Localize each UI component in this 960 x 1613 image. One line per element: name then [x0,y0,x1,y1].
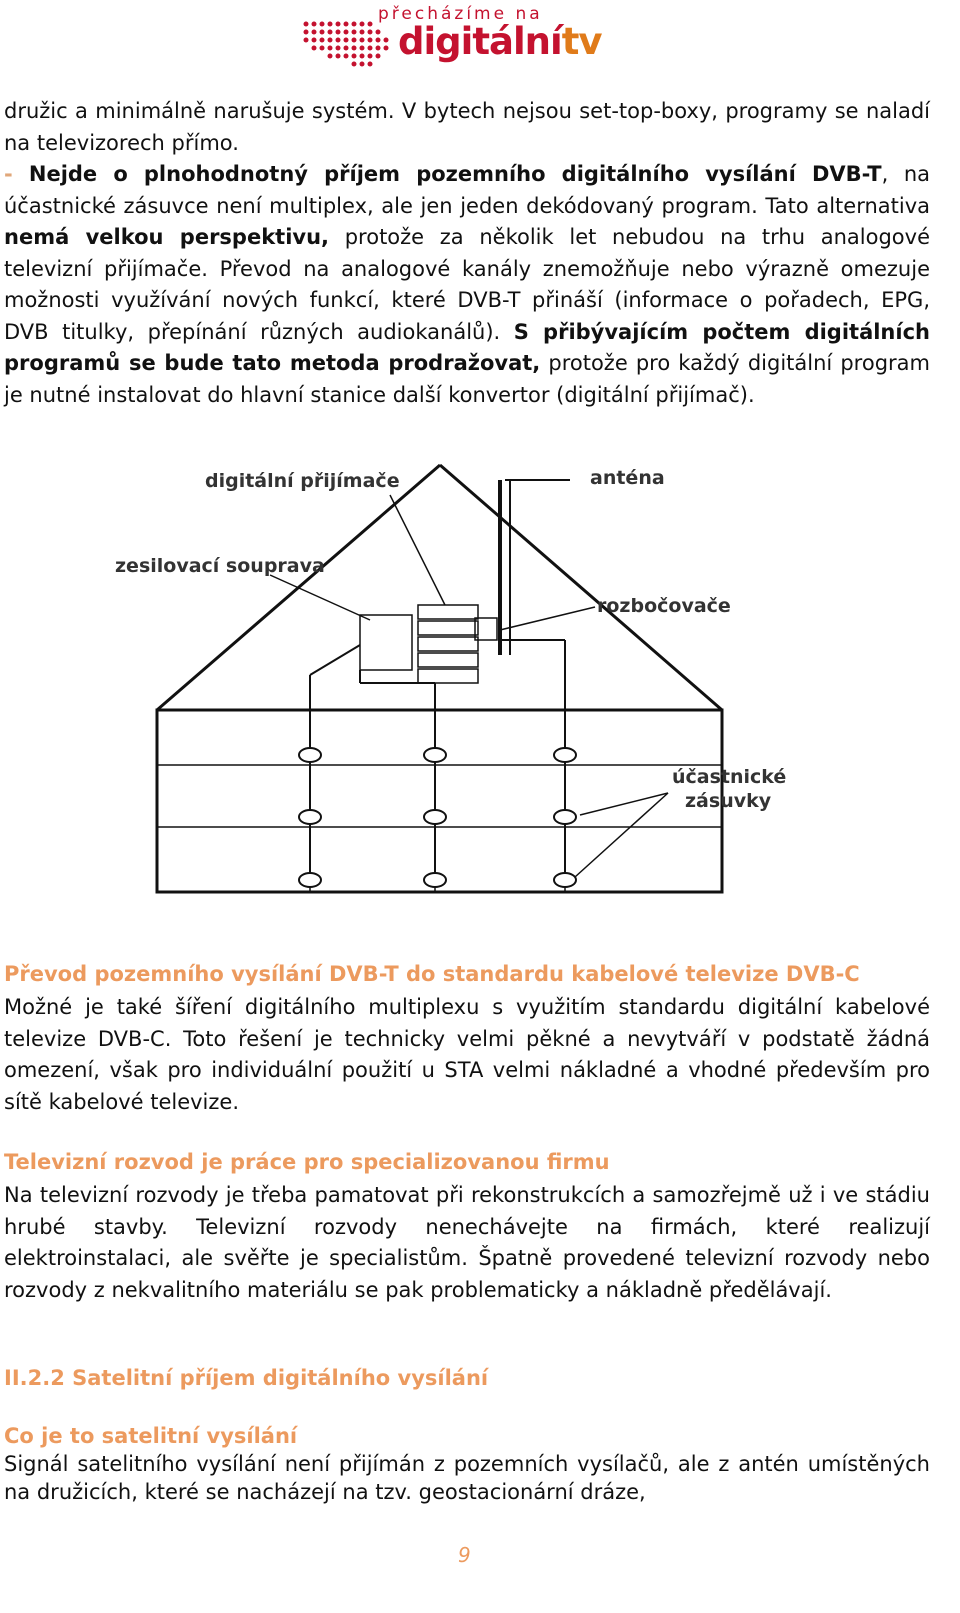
label-splitters: rozbočovače [597,595,731,617]
intro-text-4: protože pro každý digitální program je nutné instalovat do hlavní stanice další konvertor (digitální přijímač). [4,351,930,407]
intro-text-3: protože za několik let nebudou na trhu analogové televizní přijímače. Převod na analogové kanály znemožňuje nebo výrazně omezuje možnosti využívání nových funkcí, které DVB-T přináší (informace o pořadech, EPG, DVB titulky, přepínání různých audiokanálů). [4,225,930,344]
tv-distribution-diagram [100,455,860,905]
intro-bold-2: nemá velkou perspektivu, [4,225,330,249]
logo-brand [398,20,602,63]
intro-paragraph [4,96,930,411]
logo-tagline: přecházíme na [378,4,543,24]
logo-brand-main: digitální [398,20,562,63]
intro-text-2: , na účastnické zásuvce není multiplex, ale jen jeden dekódovaný program. Tato alternativa [4,162,930,218]
section-body-what-is: Signál satelitního vysílání není přijímán z pozemních vysílačů, ale z antén umístěných na družicích, které se nacházejí na tzv. geostacionární dráze, [4,1452,930,1504]
house-diagram-graphic [100,455,860,905]
section-heading-dvbc: Převod pozemního vysílání DVB-T do standardu kabelové televize DVB-C [4,962,860,986]
logo-dots-icon [300,18,400,74]
logo-brand-tv: tv [561,20,602,63]
intro-bold-1: Nejde o plnohodnotný příjem pozemního digitálního vysílání DVB-T [12,162,882,186]
page-number: 9 [458,1543,471,1567]
intro-text-1: družic a minimálně narušuje systém. V bytech nejsou set-top-boxy, programy se naladí na televizorech přímo. [4,99,930,155]
label-sockets-2: zásuvky [685,790,772,812]
section-heading-what-is: Co je to satelitní vysílání [4,1424,298,1448]
intro-bold-3: S přibývajícím počtem digitálních programů se bude tato metoda prodražovat, [4,319,930,375]
logo [300,4,600,74]
label-amplifier: zesilovací souprava [115,555,325,577]
section-heading-specialist: Televizní rozvod je práce pro specializovanou firmu [4,1150,610,1174]
label-sockets-1: účastnické [672,766,787,788]
label-receivers: digitální přijímače [205,470,400,492]
section-heading-satellite: II.2.2 Satelitní příjem digitálního vysílání [4,1366,489,1390]
dash-bullet: - [4,162,13,186]
section-body-specialist: Na televizní rozvody je třeba pamatovat při rekonstrukcích a samozřejmě už i ve stádiu hrubé stavby. Televizní rozvody nenechávejte na firmách, které realizují elektroinstalaci, ale svěřte je specialistům. Špatně provedené televizní rozvody nebo rozvody z nekvalitního materiálu se pak problematicky a nákladně předělávají. [4,1183,930,1302]
section-body-dvbc: Možné je také šíření digitálního multiplexu s využitím standardu digitální kabelové televize DVB-C. Toto řešení je technicky velmi pěkné a nevytváří v podstatě žádná omezení, však pro individuální použití u STA velmi nákladné a vhodné především pro sítě kabelové televize. [4,995,930,1114]
label-antenna: anténa [590,467,665,489]
